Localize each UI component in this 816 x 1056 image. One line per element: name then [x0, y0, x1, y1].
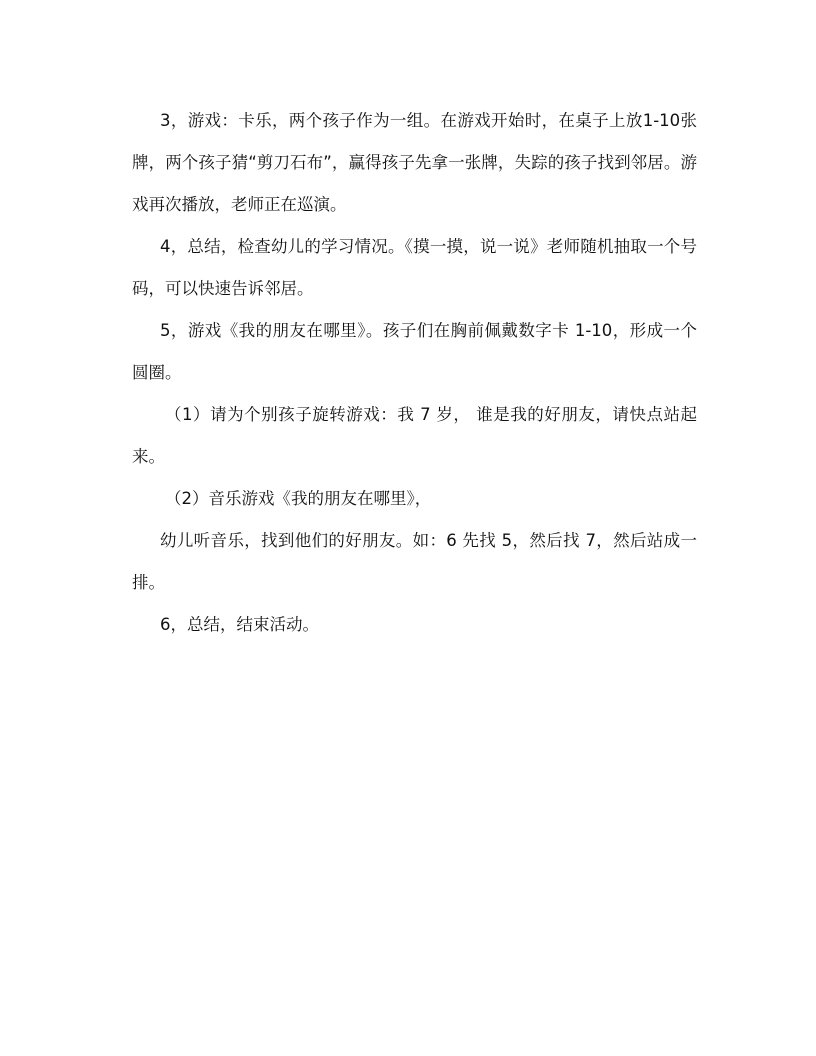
- document-body: [132, 100, 697, 646]
- paragraph-sub-item-1: （1）请为个别孩子旋转游戏：我 7 岁， 谁是我的好朋友，请快点站起来。: [132, 405, 697, 466]
- paragraph-summary-check: 4，总结，检查幼儿的学习情况。《摸一摸，说一说》老师随机抽取一个号码，可以快速告诉邻居。: [132, 237, 697, 298]
- paragraph-music-listen: 幼儿听音乐，找到他们的好朋友。如：6 先找 5，然后找 7，然后站成一排。: [132, 531, 697, 592]
- paragraph-conclusion: 6，总结，结束活动。: [160, 615, 319, 634]
- paragraph-game-card: 3，游戏：卡乐，两个孩子作为一组。在游戏开始时，在桌子上放1-10张牌，两个孩子猜“剪刀石布”，赢得孩子先拿一张牌，失踪的孩子找到邻居。游戏再次播放，老师正在巡演。: [132, 111, 697, 214]
- paragraph-game-friends: 5，游戏《我的朋友在哪里》。孩子们在胸前佩戴数字卡 1-10，形成一个圆圈。: [132, 321, 697, 382]
- paragraph-sub-item-2: （2）音乐游戏《我的朋友在哪里》，: [165, 489, 432, 508]
